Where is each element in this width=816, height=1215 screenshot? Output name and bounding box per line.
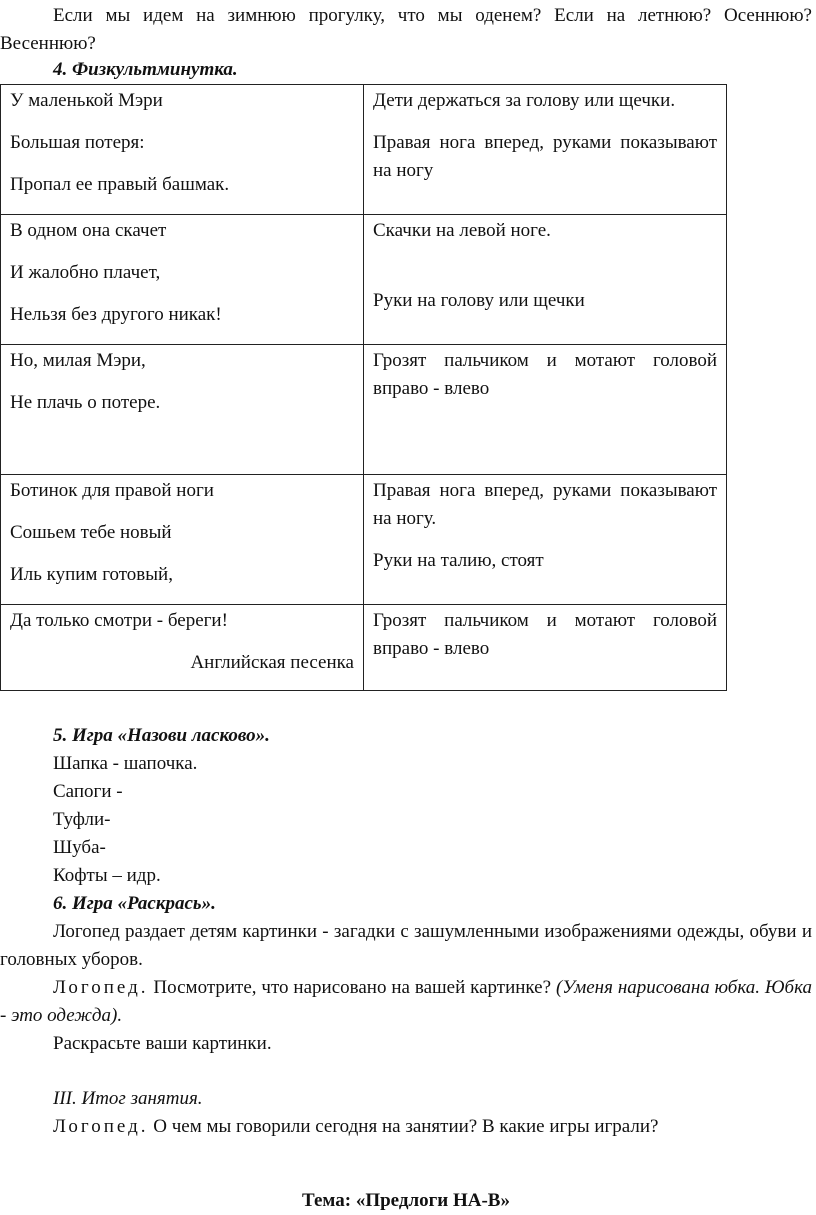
poem-cell (1, 345, 364, 475)
speaker-label: Логопед. (53, 1116, 149, 1137)
speaker-label: Логопед. (53, 977, 149, 998)
poem-line: Да только смотри - береги! (10, 610, 228, 631)
dialogue-paragraph (0, 1113, 812, 1141)
dialogue-text: О чем мы говорили сегодня на занятии? В какие игры играли? (148, 1116, 659, 1137)
table-row (1, 85, 727, 215)
action-cell (364, 475, 727, 605)
action-line: Грозят пальчиком и мотают головой вправо - влево (373, 350, 717, 399)
poem-cell (1, 605, 364, 691)
paragraph: Раскрасьте ваши картинки. (53, 1033, 272, 1054)
action-cell (364, 85, 727, 215)
action-cell (364, 605, 727, 691)
section-summary (0, 1085, 812, 1141)
poem-line: Нельзя без другого никак! (10, 304, 222, 325)
poem-line: Пропал ее правый башмак. (10, 174, 230, 195)
action-cell (364, 345, 727, 475)
poem-line: Сошьем тебе новый (10, 522, 172, 543)
action-line: Грозят пальчиком и мотают головой вправо - влево (373, 610, 717, 659)
section-6-heading: 6. Игра «Раскрась». (53, 893, 216, 914)
poem-line: В одном она скачет (10, 220, 167, 241)
poem-line: Не плачь о потере. (10, 392, 161, 413)
table-row (1, 605, 727, 691)
table-row (1, 345, 727, 475)
poem-source: Английская песенка (190, 652, 354, 673)
intro-paragraph: Если мы идем на зимнюю прогулку, что мы оденем? Если на летнюю? Осеннюю? Весеннюю? (0, 5, 812, 54)
paragraph: Логопед раздает детям картинки - загадки с зашумленными изображениями одежды, обуви и головных уборов. (0, 921, 812, 970)
list-item: Шапка - шапочка. (53, 753, 198, 774)
poem-cell (1, 215, 364, 345)
action-line: Скачки на левой ноге. (373, 220, 551, 241)
poem-line: Но, милая Мэри, (10, 350, 146, 371)
poem-cell (1, 475, 364, 605)
topic-heading: Тема: «Предлоги НА-В» (302, 1190, 510, 1211)
spacer (373, 259, 717, 287)
summary-heading: III. Итог занятия. (53, 1088, 203, 1109)
dialogue-paragraph (0, 974, 812, 1030)
section-4-heading: 4. Физкультминутка. (53, 59, 238, 80)
poem-cell (1, 85, 364, 215)
action-line: Дети держаться за голову или щечки. (373, 90, 676, 111)
poem-line: Иль купим готовый, (10, 564, 173, 585)
action-line: Руки на голову или щечки (373, 290, 585, 311)
action-line: Правая нога вперед, руками показывают на ногу (373, 132, 717, 181)
action-cell (364, 215, 727, 345)
exercise-table (0, 84, 727, 691)
action-line: Руки на талию, стоят (373, 550, 544, 571)
section-5-heading: 5. Игра «Назови ласково». (53, 725, 270, 746)
section-6 (0, 890, 812, 1058)
poem-line: У маленькой Мэри (10, 90, 163, 111)
list-item: Шуба- (53, 837, 106, 858)
table-row (1, 475, 727, 605)
list-item: Туфли- (53, 809, 111, 830)
poem-line: И жалобно плачет, (10, 262, 161, 283)
action-line: Правая нога вперед, руками показывают на ногу. (373, 480, 717, 529)
section-5 (0, 722, 812, 890)
table-row (1, 215, 727, 345)
poem-line: Ботинок для правой ноги (10, 480, 214, 501)
dialogue-answer: (Уменя нарисована юбка. Юбка - это одежда). (0, 977, 813, 1026)
poem-line: Большая потеря: (10, 132, 145, 153)
list-item: Кофты – идр. (53, 865, 161, 886)
list-item: Сапоги - (53, 781, 123, 802)
dialogue-text: Посмотрите, что нарисовано на вашей картинке? (148, 977, 556, 998)
